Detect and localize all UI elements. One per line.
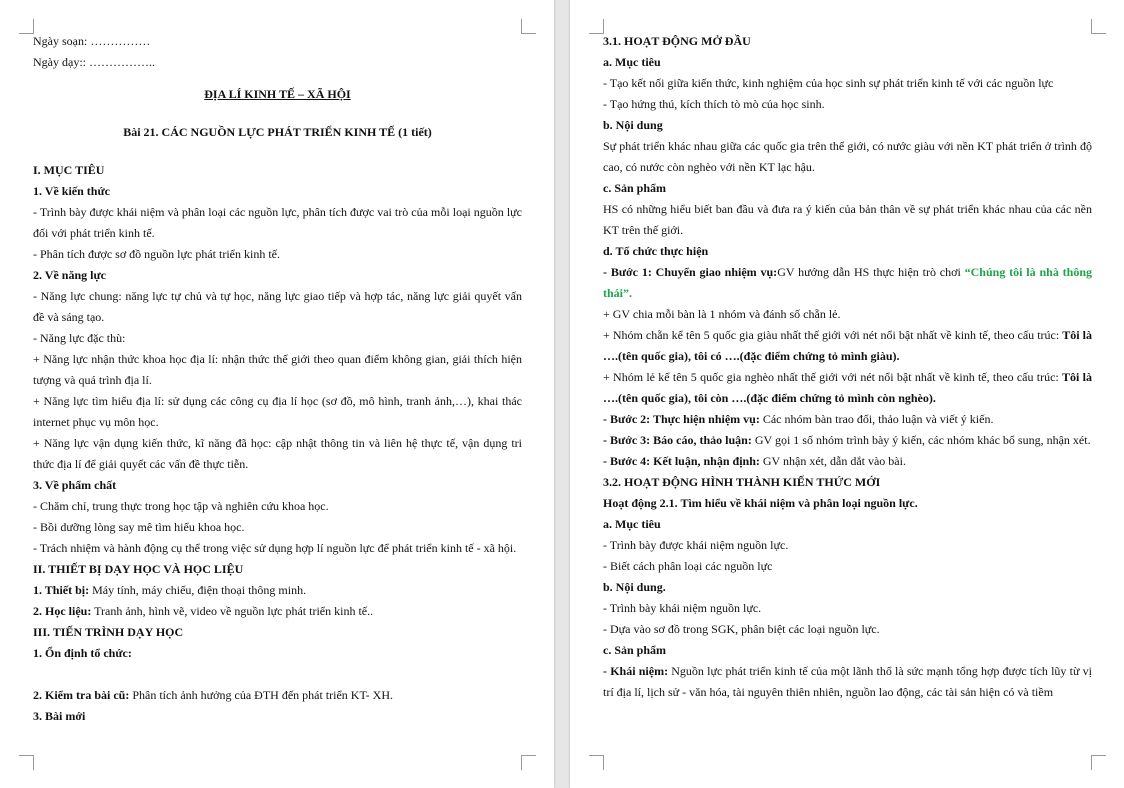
subject-title: ĐỊA LÍ KINH TẾ – XÃ HỘI <box>204 87 351 101</box>
corner-mark <box>589 19 604 34</box>
paragraph <box>603 661 1092 703</box>
corner-mark <box>589 755 604 770</box>
teaching-date: Ngày dạy:: …………….. <box>33 55 155 69</box>
paragraph: - Trình bày được khái niệm và phân loại các nguồn lực, phân tích được vai trò của mỗi loại nguồn lực đối với phát triển kinh tế. <box>33 205 522 240</box>
inline-text: + Nhóm lẻ kể tên 5 quốc gia nghèo nhất thế giới với nét nổi bật nhất về kinh tế, theo cấu trúc: <box>603 370 1063 384</box>
subsection-heading: b. Nội dung <box>603 118 663 132</box>
subsection-heading: 3. Về phẩm chất <box>33 478 117 492</box>
inline-label: - Bước 2: Thực hiện nhiệm vụ: <box>603 412 760 426</box>
paragraph <box>603 262 1092 304</box>
paragraph <box>603 451 1092 472</box>
section-heading: III. TIẾN TRÌNH DẠY HỌC <box>33 625 184 639</box>
inline-label: - Bước 3: Báo cáo, thảo luận: <box>603 433 752 447</box>
corner-mark <box>521 19 536 34</box>
inline-text: + Nhóm chẵn kể tên 5 quốc gia giàu nhất thế giới với nét nổi bật nhất về kinh tế, theo cấu trúc: <box>603 328 1063 342</box>
document-page-right <box>570 0 1124 788</box>
paragraph <box>603 430 1092 451</box>
paragraph: - Tạo hứng thú, kích thích tò mò của học sinh. <box>603 97 825 111</box>
paragraph: + Năng lực tìm hiểu địa lí: sử dụng các công cụ địa lí học (sơ đồ, mô hình, tranh ảnh,…), khai thác internet phục vụ môn học. <box>33 394 522 429</box>
subsection-heading: d. Tổ chức thực hiện <box>603 244 709 258</box>
subsection-heading: c. Sản phẩm <box>603 643 667 657</box>
paragraph: - Biết cách phân loại các nguồn lực <box>603 559 773 573</box>
activity-heading: Hoạt động 2.1. Tìm hiểu về khái niệm và phân loại nguồn lực. <box>603 496 918 510</box>
paragraph <box>33 580 522 601</box>
subsection-heading: c. Sản phẩm <box>603 181 667 195</box>
paragraph: - Chăm chỉ, trung thực trong học tập và nghiên cứu khoa học. <box>33 499 329 513</box>
lesson-title: Bài 21. CÁC NGUỒN LỰC PHÁT TRIỂN KINH TẾ (1 tiết) <box>123 125 432 139</box>
paragraph: - Năng lực đặc thù: <box>33 331 126 345</box>
corner-mark <box>1091 19 1106 34</box>
subsection-heading: 1. Ổn định tổ chức: <box>33 646 132 660</box>
paragraph: - Phân tích được sơ đồ nguồn lực phát triển kinh tế. <box>33 247 280 261</box>
paragraph: HS có những hiểu biết ban đầu và đưa ra ý kiến của bản thân về sự phát triển khác nhau của các nền KT trên thế giới. <box>603 202 1092 237</box>
inline-text: Tranh ảnh, hình vẽ, video về nguồn lực phát triển kinh tế.. <box>91 604 374 618</box>
preparation-date: Ngày soạn: …………… <box>33 34 151 48</box>
paragraph: + GV chia mỗi bàn là 1 nhóm và đánh số chẵn lẻ. <box>603 307 841 321</box>
inline-text: Phân tích ảnh hưởng của ĐTH đến phát triển KT- XH. <box>129 688 394 702</box>
page-content[interactable] <box>33 31 522 727</box>
paragraph <box>603 409 1092 430</box>
inline-text: Nguồn lực phát triển kinh tế của một lãnh thổ là sức mạnh tổng hợp được tích lũy từ vị trí địa lí, lịch sử - văn hóa, tài nguyên thiên nhiên, nguồn lao động, các tài sản hiện có và tiềm <box>603 664 1092 699</box>
paragraph: - Dựa vào sơ đồ trong SGK, phân biệt các loại nguồn lực. <box>603 622 880 636</box>
subsection-heading: 1. Về kiến thức <box>33 184 110 198</box>
subsection-heading: 3. Bài mới <box>33 709 86 723</box>
inline-text: Các nhóm bàn trao đổi, thảo luận và viết ý kiến. <box>759 412 994 426</box>
subsection-heading: b. Nội dung. <box>603 580 666 594</box>
paragraph: Sự phát triển khác nhau giữa các quốc gia trên thế giới, có nước giàu với nền KT phát triển ở trình độ cao, có nước còn nghèo với nền KT lạc hậu. <box>603 139 1092 174</box>
paragraph <box>33 685 522 706</box>
paragraph: - Trình bày được khái niệm nguồn lực. <box>603 538 789 552</box>
inline-bold: Tôi là ….(tên quốc gia), tôi còn ….(đặc điểm chứng tỏ mình còn nghèo). <box>603 370 1092 405</box>
paragraph: - Trình bày khái niệm nguồn lực. <box>603 601 762 615</box>
inline-text: GV hướng dẫn HS thực hiện trò chơi <box>777 265 965 279</box>
paragraph: + Năng lực vận dụng kiến thức, kĩ năng đã học: cập nhật thông tin và liên hệ thực tế, vận dụng tri thức địa lí để giải quyết các vấn đề thực tiễn. <box>33 436 522 471</box>
paragraph <box>603 325 1092 367</box>
paragraph: - Trách nhiệm và hành động cụ thể trong việc sử dụng hợp lí nguồn lực để phát triển kinh tế - xã hội. <box>33 541 517 555</box>
corner-mark <box>521 755 536 770</box>
inline-label: - Bước 4: Kết luận, nhận định: <box>603 454 760 468</box>
paragraph <box>33 601 522 622</box>
paragraph <box>603 367 1092 409</box>
subsection-heading: a. Mục tiêu <box>603 517 661 531</box>
subsection-heading: 2. Về năng lực <box>33 268 106 282</box>
game-title: “Chúng tôi là nhà thông thái”. <box>603 265 1092 300</box>
inline-label: 2. Học liệu: <box>33 604 92 618</box>
inline-text: GV nhận xét, dẫn dắt vào bài. <box>759 454 906 468</box>
inline-label: 1. Thiết bị: <box>33 583 90 597</box>
paragraph: - Bồi dưỡng lòng say mê tìm hiểu khoa học. <box>33 520 245 534</box>
subsection-heading: a. Mục tiêu <box>603 55 661 69</box>
paragraph: - Năng lực chung: năng lực tự chủ và tự học, năng lực giao tiếp và hợp tác, năng lực giải quyết vấn đề và sáng tạo. <box>33 289 522 324</box>
document-page-left <box>0 0 554 788</box>
corner-mark <box>19 755 34 770</box>
page-content[interactable] <box>603 31 1092 703</box>
section-heading: I. MỤC TIÊU <box>33 163 105 177</box>
inline-text: GV gọi 1 số nhóm trình bày ý kiến, các nhóm khác bổ sung, nhận xét. <box>751 433 1091 447</box>
section-heading: 3.2. HOẠT ĐỘNG HÌNH THÀNH KIẾN THỨC MỚI <box>603 475 881 489</box>
inline-label: - Khái niệm: <box>603 664 669 678</box>
inline-label: 2. Kiểm tra bài cũ: <box>33 688 130 702</box>
inline-bold: Tôi là ….(tên quốc gia), tôi có ….(đặc điểm chứng tỏ mình giàu). <box>603 328 1092 363</box>
paragraph: - Tạo kết nối giữa kiến thức, kinh nghiệm của học sinh sự phát triển kinh tế với các nguồn lực <box>603 76 1054 90</box>
inline-label: - Bước 1: Chuyển giao nhiệm vụ: <box>603 265 778 279</box>
corner-mark <box>19 19 34 34</box>
section-heading: II. THIẾT BỊ DẠY HỌC VÀ HỌC LIỆU <box>33 562 244 576</box>
section-heading: 3.1. HOẠT ĐỘNG MỞ ĐẦU <box>603 34 751 48</box>
inline-text: Máy tính, máy chiếu, điện thoại thông minh. <box>89 583 307 597</box>
corner-mark <box>1091 755 1106 770</box>
paragraph: + Năng lực nhận thức khoa học địa lí: nhận thức thế giới theo quan điểm không gian, giải thích hiện tượng và quá trình địa lí. <box>33 352 522 387</box>
